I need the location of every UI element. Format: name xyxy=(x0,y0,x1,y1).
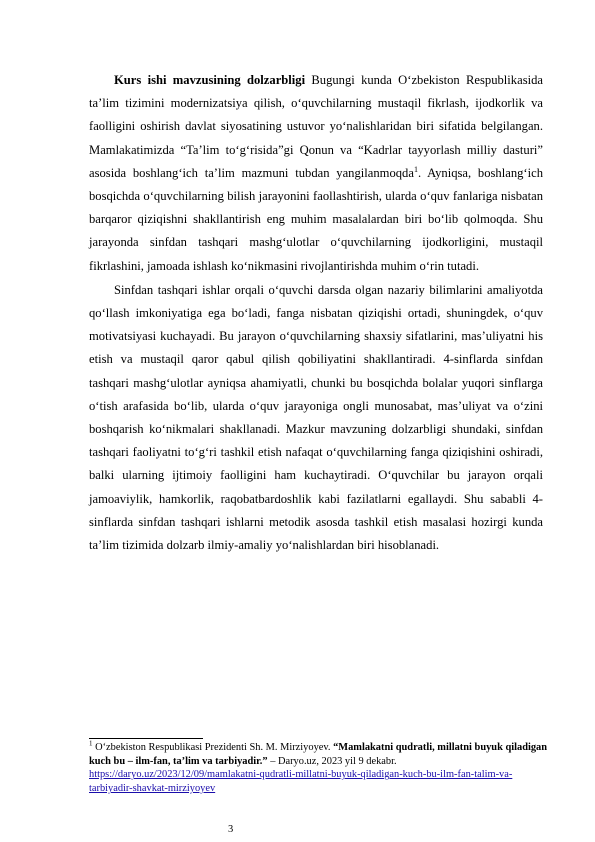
paragraph-text-continued: . Ayniqsa, boshlang‘ich bosqichda o‘quvchilarning bilish jarayonini faollashtirish, ularda o‘quv fanlariga nisbatan barqaror qiziqishni shakllantirish eng muhim masalalardan biri bo‘lib qolmoqda. Shu jarayonda sinfdan tashqari mashg‘ulotlar o‘quvchilarning ijodkorligini, mustaqil fikrlashini, jamoada ishlash ko‘nikmasini rivojlantirishda muhim o‘rin tutadi. xyxy=(89,165,543,273)
section-heading: Kurs ishi mavzusining dolzarbligi xyxy=(114,73,306,87)
footnote-title: “Mamlakatni qudratli, millatni buyuk qiladigan kuch bu – ilm-fan, ta’lim va tarbiyadir.” xyxy=(89,742,548,767)
footnote-suffix: – Daryo.uz, 2023 yil 9 dekabr. xyxy=(267,755,397,767)
footnote-link[interactable]: https://daryo.uz/2023/12/09/mamlakatni-qudratli-millatni-buyuk-qiladigan-kuch-bu-ilm-fan-talim-va-tarbiyadir-shavkat-mirziyoyev xyxy=(89,769,513,795)
footnote-prefix: O‘zbekiston Respublikasi Prezidenti Sh. M. Mirziyoyev. xyxy=(92,742,334,753)
page-number: 3 xyxy=(228,824,234,835)
page-body xyxy=(89,69,543,557)
footnote-reference[interactable]: 1 xyxy=(413,164,418,174)
footnote xyxy=(89,741,549,796)
footnote-mark: 1 xyxy=(89,739,93,748)
footnote-divider xyxy=(89,738,203,739)
paragraph-relevance xyxy=(89,69,543,278)
paragraph-text: Bugungi kunda O‘zbekiston Respublikasida ta’lim tizimini modernizatsiya qilish, o‘quvchilarning mustaqil fikrlash, ijodkorlik va faolligini oshirish davlat siyosatining ustuvor yo‘nalishlaridan biri sifatida belgilangan. Mamlakatimizda “Ta’lim to‘g‘risida”gi Qonun va “Kadrlar tayyorlash milliy dasturi” asosida boshlang‘ich ta’lim mazmuni tubdan yangilanmoqda xyxy=(89,73,543,180)
paragraph-extracurricular: Sinfdan tashqari ishlar orqali o‘quvchi darsda olgan nazariy bilimlarini amaliyotda qo‘llash imkoniyatiga ega bo‘ladi, fanga nisbatan qiziqishi ortadi, shuningdek, o‘quv motivatsiyasi kuchayadi. Bu jarayon o‘quvchilarning shaxsiy sifatlarini, mas’uliyatni his etish va mustaqil qaror qabul qilish qobiliyatini shakllantiradi. 4-sinflarda sinfdan tashqari mashg‘ulotlar ayniqsa ahamiyatli, chunki bu bosqichda bolalar yuqori sinflarga o‘tish arafasida bo‘lib, ularda o‘quv jarayoniga ongli munosabat, mas’uliyat va o‘zini boshqarish ko‘nikmalari shakllanadi. Mazkur mavzuning dolzarbligi shundaki, sinfdan tashqari faoliyatni to‘g‘ri tashkil etish nafaqat o‘quvchilarning fanga qiziqishini oshiradi, balki ularning ijtimoiy faolligini ham kuchaytiradi. O‘quvchilar bu jarayon orqali jamoaviylik, hamkorlik, raqobatbardoshlik kabi fazilatlarni egallaydi. Shu sababli 4-sinflarda sinfdan tashqari ishlarni metodik asosda tashkil etish masalasi hozirgi kunda ta’lim tizimida dolzarb ilmiy-amaliy yo‘nalishlardan biri hisoblanadi. xyxy=(89,282,543,553)
